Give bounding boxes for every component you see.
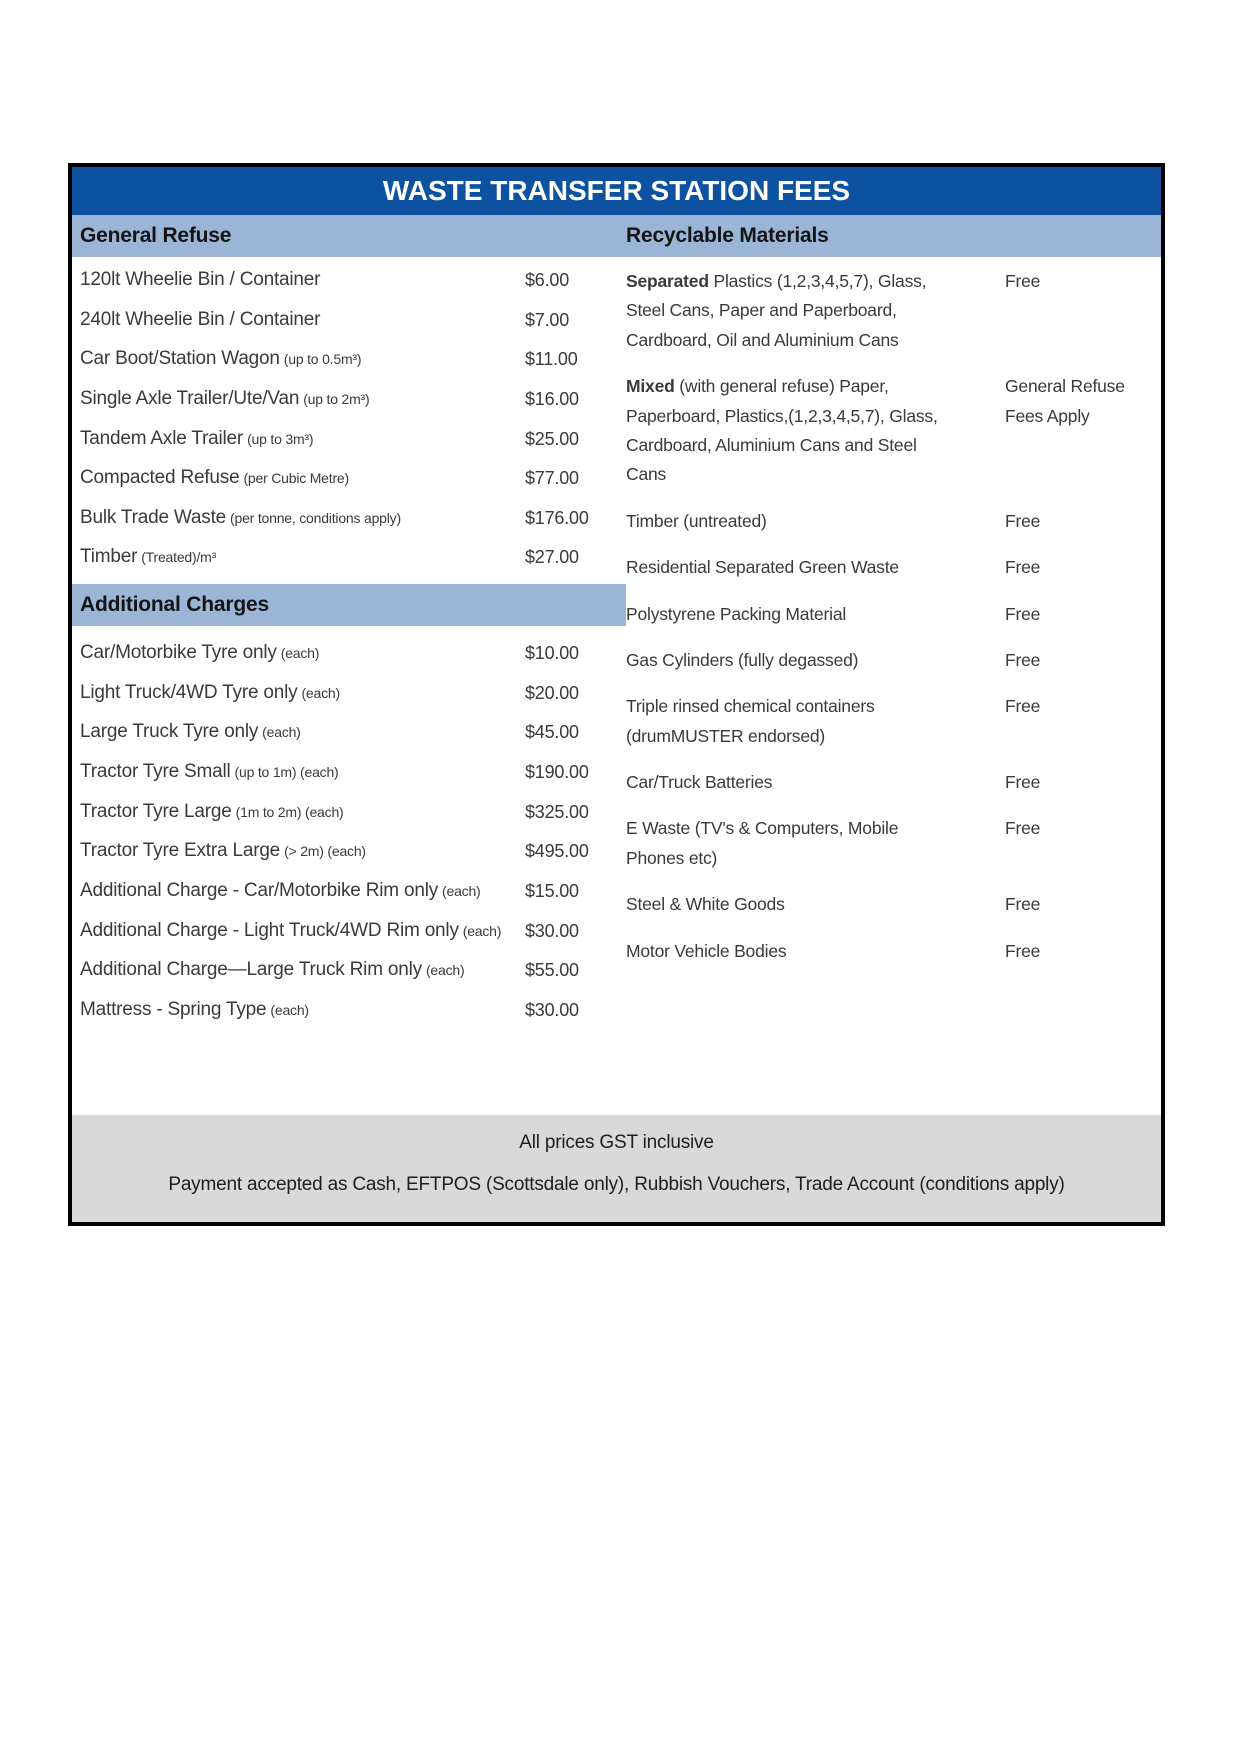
fee-row bbox=[80, 544, 626, 570]
fee-item-label bbox=[80, 878, 525, 904]
fee-item-text: Car Boot/Station Wagon bbox=[80, 348, 280, 370]
fee-item-label bbox=[80, 346, 525, 372]
recyclable-row bbox=[626, 267, 1161, 355]
fee-price: $55.00 bbox=[525, 960, 579, 981]
fee-item-text: Additional Charge - Car/Motorbike Rim only bbox=[80, 879, 439, 901]
recyclable-item-text: Residential Separated Green Waste bbox=[626, 557, 899, 578]
fee-item-text: Tractor Tyre Small bbox=[80, 761, 231, 783]
fee-item-note: (up to 3m³) bbox=[247, 430, 314, 447]
footer-payment-note: Payment accepted as Cash, EFTPOS (Scottsdale only), Rubbish Vouchers, Trade Account (conditions apply) bbox=[168, 1174, 1065, 1195]
additional-charges-rows bbox=[80, 640, 626, 1022]
recyclable-status: Free bbox=[1005, 557, 1041, 578]
recyclable-item-text: Polystyrene Packing Material bbox=[626, 603, 847, 624]
recyclable-row bbox=[626, 768, 1161, 797]
recyclable-status: Free bbox=[1005, 894, 1041, 915]
recyclable-item-label bbox=[626, 646, 942, 675]
recyclable-item-label bbox=[626, 692, 942, 751]
recyclable-status: Free bbox=[1005, 772, 1041, 793]
fee-item-label bbox=[80, 680, 525, 706]
recyclable-item-text: Timber (untreated) bbox=[626, 510, 767, 531]
recyclable-item-bold-text: Mixed bbox=[626, 376, 675, 397]
recyclable-status: Free bbox=[1005, 649, 1041, 670]
fee-item-note: (each) bbox=[262, 724, 301, 741]
fee-item-text: Compacted Refuse bbox=[80, 467, 240, 489]
recyclable-item-text: (with general refuse) Paper, Paperboard, Plastics,(1,2,3,4,5,7), Glass, Cardboard, Aluminium Cans and Steel Cans bbox=[626, 376, 938, 485]
table-body bbox=[72, 257, 1161, 1115]
fee-item-text: 120lt Wheelie Bin / Container bbox=[80, 269, 321, 290]
fee-item-label bbox=[80, 505, 525, 531]
recyclable-status: Free bbox=[1005, 818, 1041, 839]
fee-item-text: Tractor Tyre Extra Large bbox=[80, 840, 281, 862]
recyclable-item-bold-text: Separated bbox=[626, 271, 709, 291]
fee-price: $10.00 bbox=[525, 643, 579, 664]
fee-item-label bbox=[80, 759, 525, 785]
fee-item-text: 240lt Wheelie Bin / Container bbox=[80, 308, 321, 330]
fee-item-text: Tractor Tyre Large bbox=[80, 800, 232, 822]
recyclable-item-text: Motor Vehicle Bodies bbox=[626, 940, 787, 961]
fee-item-note: (each) bbox=[270, 1001, 309, 1018]
fee-item-text: Bulk Trade Waste bbox=[80, 506, 227, 528]
fee-price: $30.00 bbox=[525, 999, 579, 1020]
recyclable-item-label bbox=[626, 372, 942, 490]
fee-item-note: (1m to 2m) (each) bbox=[235, 803, 344, 820]
fee-row bbox=[80, 640, 626, 666]
fee-row bbox=[80, 505, 626, 531]
fee-row bbox=[80, 878, 626, 904]
fee-item-note: (> 2m) (each) bbox=[284, 843, 366, 860]
fee-item-text: Timber bbox=[80, 546, 138, 568]
recyclable-item-label bbox=[626, 267, 942, 355]
recyclable-row bbox=[626, 814, 1161, 873]
recyclable-row bbox=[626, 646, 1161, 675]
recyclable-item-label bbox=[626, 600, 942, 629]
fee-item-label bbox=[80, 465, 525, 491]
recyclable-row bbox=[626, 600, 1161, 629]
section-header-bar bbox=[72, 215, 1161, 257]
fee-price: $15.00 bbox=[525, 880, 579, 901]
fee-row bbox=[80, 719, 626, 745]
recyclable-item-label bbox=[626, 890, 942, 919]
fee-item-text: Car/Motorbike Tyre only bbox=[80, 642, 277, 664]
fee-price: $495.00 bbox=[525, 841, 589, 862]
recyclable-item-text: Plastics (1,2,3,4,5,7), Glass, Steel Cans, Paper and Paperboard, Cardboard, Oil and Aluminium Cans bbox=[626, 271, 927, 350]
recyclable-item-label bbox=[626, 814, 942, 873]
fee-item-label bbox=[80, 799, 525, 825]
fee-row bbox=[80, 918, 626, 944]
fee-item-label bbox=[80, 918, 525, 944]
fee-row bbox=[80, 680, 626, 706]
recyclable-item-label bbox=[626, 937, 942, 966]
fee-row bbox=[80, 759, 626, 785]
fee-item-label bbox=[80, 386, 525, 412]
fee-row bbox=[80, 799, 626, 825]
fee-row bbox=[80, 957, 626, 983]
fee-item-text: Mattress - Spring Type bbox=[80, 998, 267, 1020]
fee-item-text: Additional Charge—Large Truck Rim only bbox=[80, 959, 422, 981]
section-header-additional-charges: Additional Charges bbox=[72, 584, 626, 626]
recyclable-row bbox=[626, 553, 1161, 582]
fee-item-text: Light Truck/4WD Tyre only bbox=[80, 681, 298, 703]
recyclable-rows bbox=[626, 267, 1161, 966]
fee-row bbox=[80, 465, 626, 491]
recyclable-item-text: Triple rinsed chemical containers (drumMUSTER endorsed) bbox=[626, 696, 875, 746]
recyclable-status: Free bbox=[1005, 271, 1041, 291]
fee-item-note: (each) bbox=[462, 922, 502, 939]
table-footer bbox=[72, 1115, 1161, 1222]
fee-price: $16.00 bbox=[525, 388, 579, 409]
page-title: WASTE TRANSFER STATION FEES bbox=[382, 175, 851, 206]
fee-item-label bbox=[80, 426, 525, 452]
fee-price: $325.00 bbox=[525, 801, 589, 822]
fee-price: $77.00 bbox=[525, 468, 579, 489]
fee-row bbox=[80, 307, 626, 333]
fee-item-note: (per Cubic Metre) bbox=[243, 470, 349, 487]
recyclable-row bbox=[626, 890, 1161, 919]
fee-item-note: (each) bbox=[425, 962, 465, 979]
fee-price: $6.00 bbox=[525, 270, 570, 290]
fee-item-note: (each) bbox=[280, 645, 320, 662]
fee-price: $25.00 bbox=[525, 428, 579, 449]
footer-gst-note: All prices GST inclusive bbox=[519, 1132, 714, 1153]
recyclable-row bbox=[626, 507, 1161, 536]
fee-price: $30.00 bbox=[525, 920, 579, 941]
fee-item-label bbox=[80, 719, 525, 745]
fee-price: $27.00 bbox=[525, 547, 579, 568]
recyclable-status: Free bbox=[1005, 510, 1041, 531]
recyclable-item-label bbox=[626, 507, 942, 536]
fees-table bbox=[68, 163, 1165, 1226]
fee-item-note: (up to 1m) (each) bbox=[234, 764, 339, 781]
section-header-recyclable-materials: Recyclable Materials bbox=[626, 224, 829, 247]
fee-item-note: (each) bbox=[442, 882, 481, 899]
fee-item-label bbox=[80, 544, 525, 570]
recyclable-item-text: Car/Truck Batteries bbox=[626, 772, 773, 793]
fee-row bbox=[80, 426, 626, 452]
recyclable-item-text: E Waste (TV's & Computers, Mobile Phones etc) bbox=[626, 818, 899, 868]
recyclable-status: Free bbox=[1005, 696, 1041, 717]
fee-row bbox=[80, 997, 626, 1023]
fee-price: $11.00 bbox=[525, 349, 578, 370]
fee-row bbox=[80, 386, 626, 412]
recyclable-row bbox=[626, 692, 1161, 751]
recyclable-status: Free bbox=[1005, 940, 1041, 961]
fee-item-note: (per tonne, conditions apply) bbox=[230, 509, 401, 526]
fee-item-text: Tandem Axle Trailer bbox=[80, 427, 244, 449]
recyclable-item-text: Steel & White Goods bbox=[626, 894, 785, 915]
fee-item-label bbox=[80, 997, 525, 1023]
fee-row bbox=[80, 838, 626, 864]
fee-item-note: (each) bbox=[301, 684, 340, 701]
fee-item-label bbox=[80, 957, 525, 983]
recyclable-status: General Refuse Fees Apply bbox=[1005, 376, 1125, 426]
fee-item-note: (Treated)/m³ bbox=[141, 549, 217, 566]
recyclable-materials-column bbox=[626, 267, 1161, 1115]
fee-row bbox=[80, 346, 626, 372]
fee-row bbox=[80, 267, 626, 293]
title-bar bbox=[72, 167, 1161, 215]
general-refuse-column bbox=[72, 267, 626, 1115]
fee-price: $176.00 bbox=[525, 507, 589, 528]
fee-item-label bbox=[80, 640, 525, 666]
section-header-general-refuse: General Refuse bbox=[80, 224, 232, 247]
recyclable-item-label bbox=[626, 768, 942, 797]
fee-item-text: Single Axle Trailer/Ute/Van bbox=[80, 387, 300, 409]
recyclable-row bbox=[626, 372, 1161, 490]
fee-item-note: (up to 0.5m³) bbox=[283, 351, 362, 368]
fee-item-label bbox=[80, 267, 525, 293]
general-refuse-rows bbox=[80, 267, 626, 570]
fee-price: $7.00 bbox=[525, 309, 570, 330]
fee-item-text: Large Truck Tyre only bbox=[80, 721, 259, 743]
recyclable-status: Free bbox=[1005, 603, 1041, 624]
recyclable-row bbox=[626, 937, 1161, 966]
recyclable-item-label bbox=[626, 553, 942, 582]
fee-item-note: (up to 2m³) bbox=[303, 390, 370, 407]
fee-item-label bbox=[80, 838, 525, 864]
fee-price: $190.00 bbox=[525, 762, 589, 783]
fee-price: $45.00 bbox=[525, 722, 579, 743]
recyclable-item-text: Gas Cylinders (fully degassed) bbox=[626, 649, 859, 670]
fee-item-label bbox=[80, 307, 525, 333]
fee-item-text: Additional Charge - Light Truck/4WD Rim only bbox=[80, 919, 459, 941]
fee-price: $20.00 bbox=[525, 682, 579, 703]
